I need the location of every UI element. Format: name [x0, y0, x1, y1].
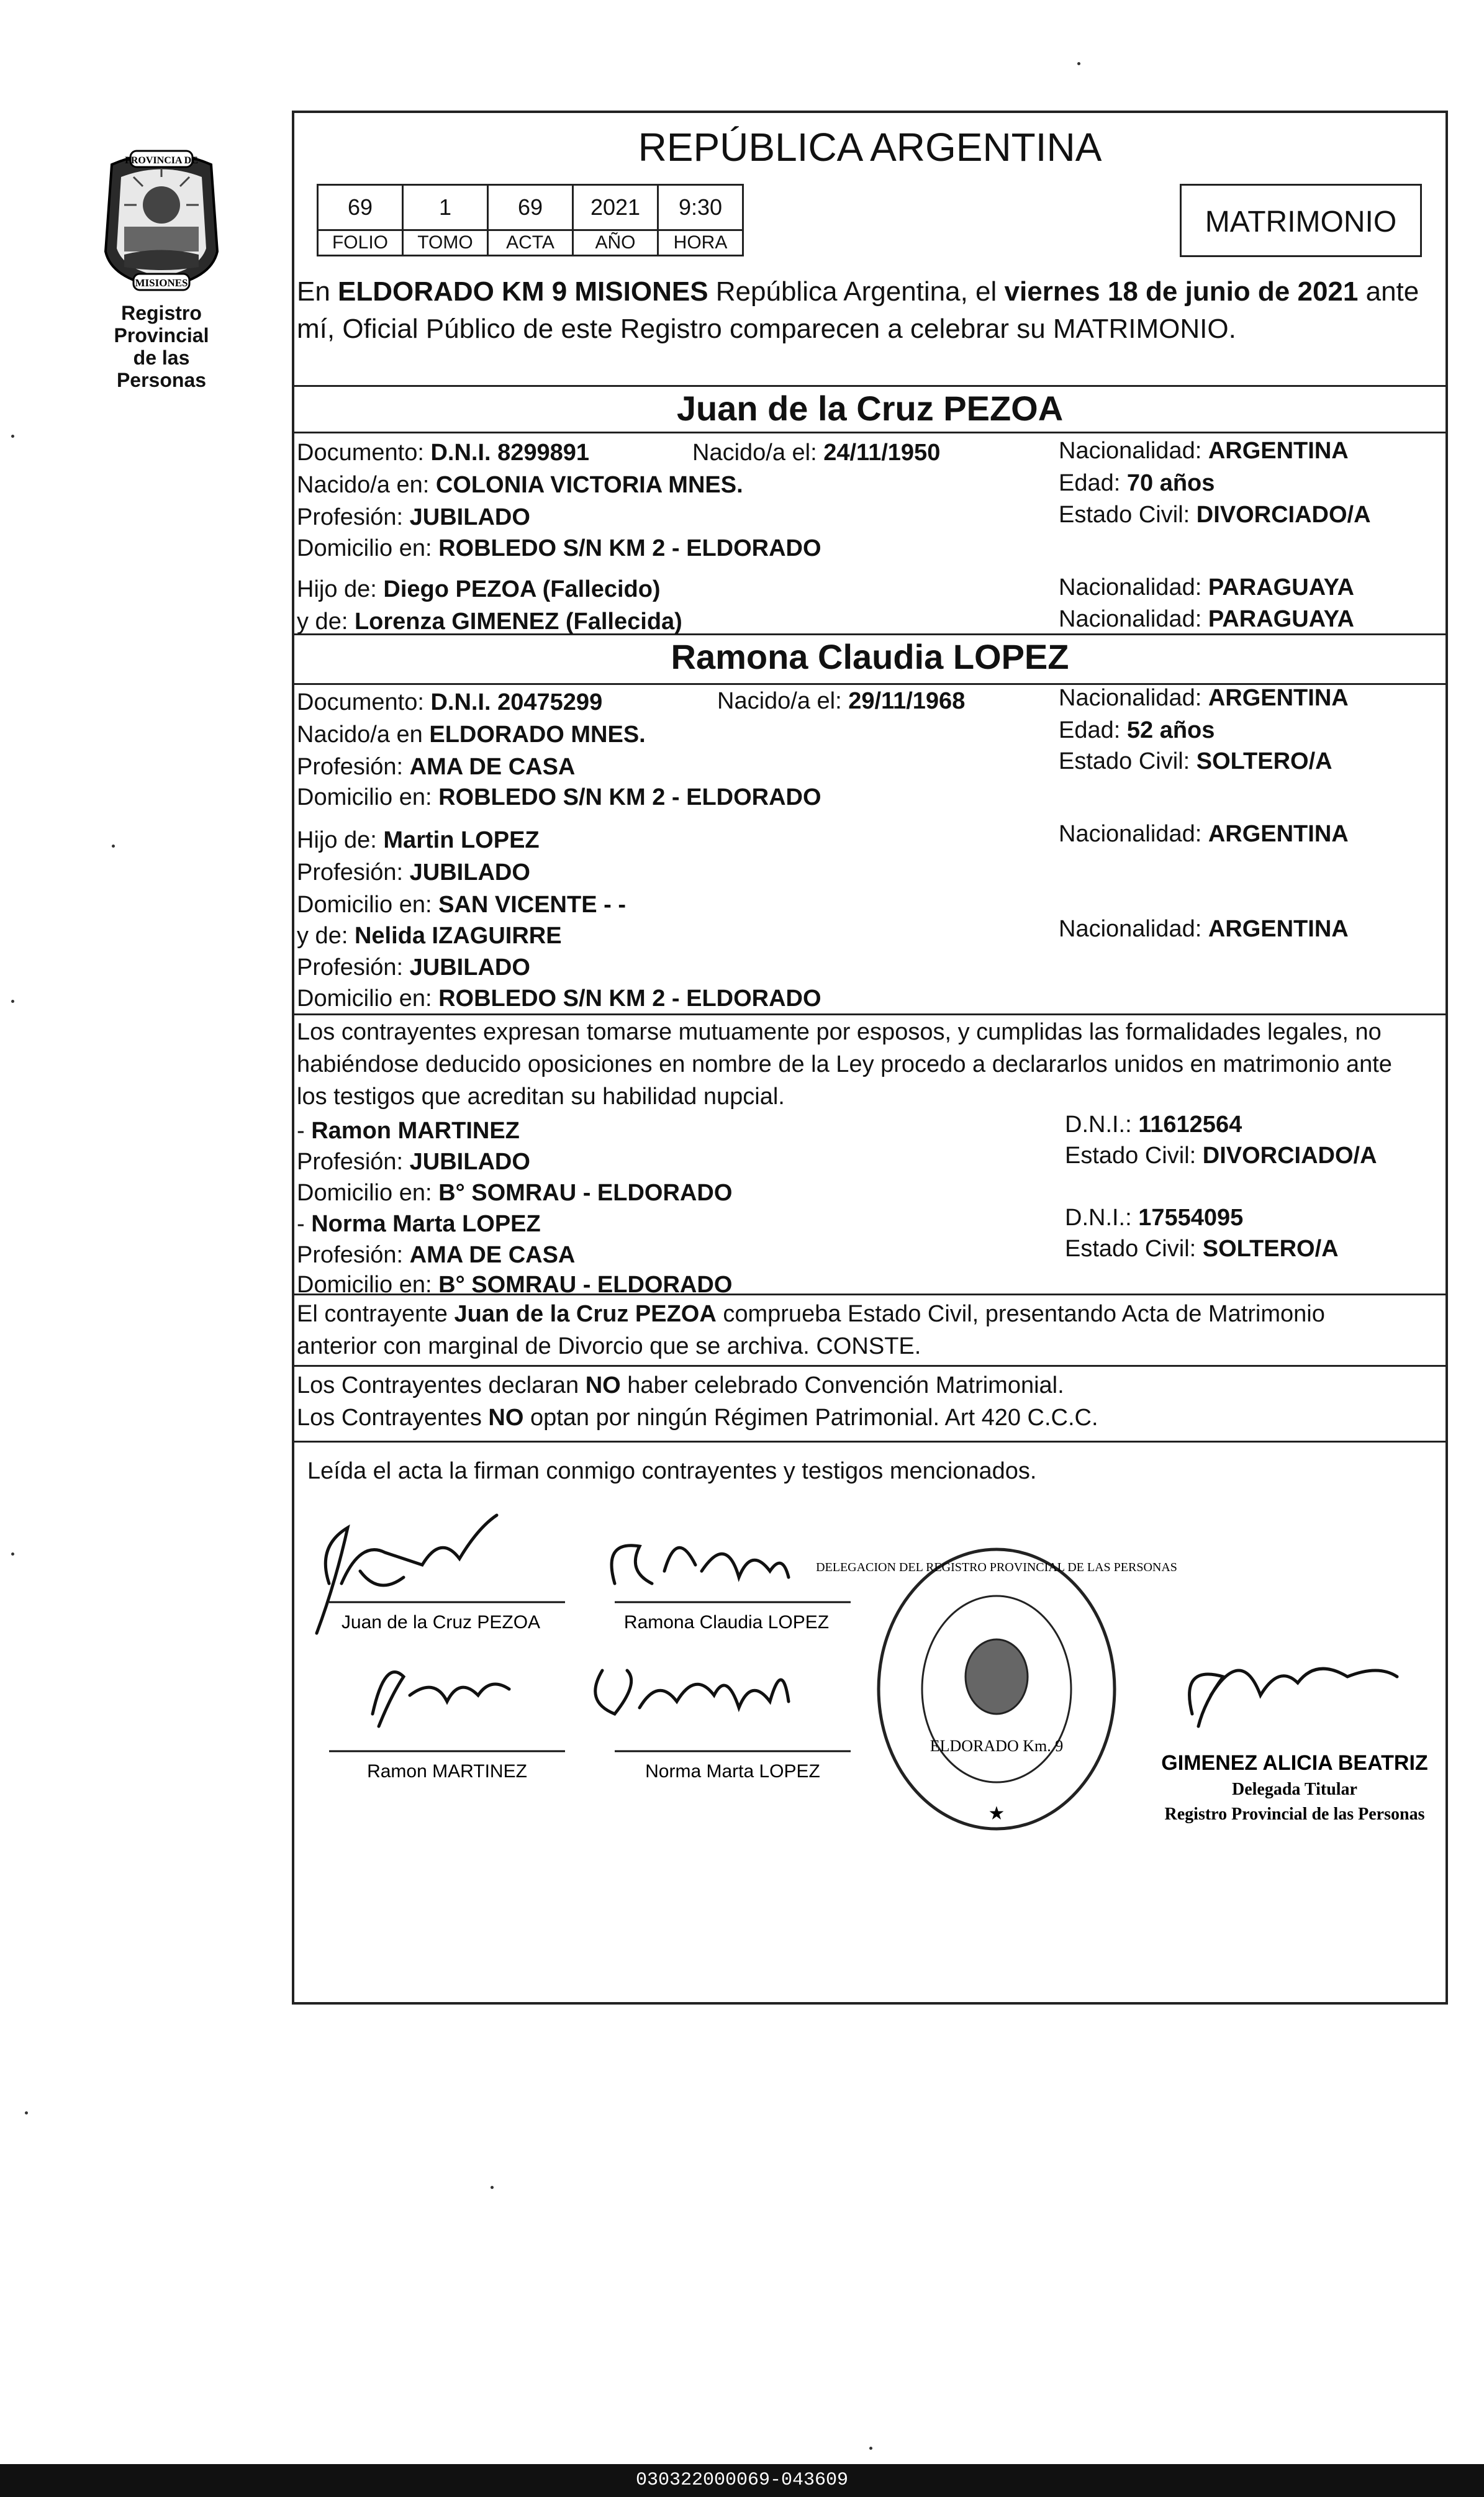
witness-2-profession	[297, 1242, 575, 1269]
regime-a-text-2: haber celebrado Convención Matrimonial.	[620, 1372, 1064, 1398]
value: Martin LOPEZ	[383, 827, 540, 853]
label: Profesión:	[297, 1149, 410, 1175]
regime-a-text-1: Los Contrayentes declaran	[297, 1372, 586, 1398]
tomo-label: TOMO	[403, 230, 488, 256]
value: ARGENTINA	[1208, 821, 1349, 847]
hour-value: 9:30	[658, 185, 743, 230]
groom-civil-status	[1059, 502, 1371, 528]
value: 11612564	[1138, 1112, 1242, 1138]
label: Estado Civil:	[1065, 1236, 1203, 1262]
signature-witness2-icon	[595, 1670, 789, 1714]
label: y de:	[297, 609, 355, 635]
groom-father	[297, 576, 661, 603]
intro-date: viernes 18 de junio de 2021	[1004, 276, 1359, 307]
regime-b-text-2: optan por ningún Régimen Patrimonial. Art 420 C.C.C.	[523, 1405, 1098, 1431]
label: Estado Civil:	[1065, 1143, 1203, 1169]
value: SAN VICENTE - -	[438, 892, 626, 918]
signature-official-icon	[1190, 1669, 1397, 1726]
value: ROBLEDO S/N KM 2 - ELDORADO	[438, 535, 821, 561]
closing-statement: Leída el acta la firman conmigo contrayentes y testigos mencionados.	[307, 1458, 1037, 1484]
groom-name: Juan de la Cruz PEZOA	[676, 389, 1064, 428]
scan-speck	[869, 2447, 872, 2450]
intro-paragraph	[297, 273, 1446, 348]
folio-value: 69	[318, 185, 403, 230]
value: 29/11/1968	[848, 688, 966, 714]
registry-table	[317, 184, 744, 256]
signature-label-witness-2: Norma Marta LOPEZ	[645, 1761, 820, 1782]
value: Diego PEZOA (Fallecido)	[383, 576, 661, 602]
registry-stamp-icon	[816, 1549, 1177, 1829]
acta-value: 69	[488, 185, 573, 230]
bride-father-address	[297, 892, 626, 918]
label: Nacionalidad:	[1059, 821, 1208, 847]
signature-witness1-icon	[373, 1672, 509, 1727]
value: Ramon MARTINEZ	[311, 1118, 520, 1144]
groom-mother-nationality	[1059, 606, 1354, 633]
value: 17554095	[1138, 1205, 1244, 1231]
regime-declaration	[297, 1369, 1446, 1434]
note-name: Juan de la Cruz PEZOA	[454, 1301, 717, 1327]
label: Domicilio en:	[297, 784, 439, 810]
value: AMA DE CASA	[409, 754, 576, 780]
witness-2-dni	[1065, 1205, 1243, 1231]
stamp-center-text: ELDORADO Km. 9	[930, 1737, 1064, 1755]
intro-line2: mí, Oficial Público de este Registro comparecen a celebrar su MATRIMONIO.	[297, 314, 1236, 344]
official-office: Registro Provincial de las Personas	[1164, 1805, 1425, 1824]
bride-mother	[297, 923, 562, 949]
value: B° SOMRAU - ELDORADO	[438, 1272, 733, 1298]
value: ROBLEDO S/N KM 2 - ELDORADO	[438, 784, 821, 810]
logo-bottom-text: MISIONES	[135, 277, 188, 289]
label: Domicilio en:	[297, 892, 439, 918]
issuer-name	[87, 302, 236, 391]
label: Hijo de:	[297, 827, 384, 853]
value: SOLTERO/A	[1202, 1236, 1339, 1262]
note-line2: anterior con marginal de Divorcio que se archiva. CONSTE.	[297, 1333, 921, 1359]
value: AMA DE CASA	[409, 1242, 576, 1268]
value: 70 años	[1126, 470, 1215, 496]
bride-birthplace	[297, 722, 646, 748]
label: Estado Civil:	[1059, 748, 1197, 774]
groom-birthplace	[297, 472, 743, 499]
witness-2-address	[297, 1272, 732, 1298]
value: ROBLEDO S/N KM 2 - ELDORADO	[438, 986, 821, 1012]
regime-a-no: NO	[585, 1372, 621, 1398]
official-role: Delegada Titular	[1232, 1780, 1357, 1799]
label: Nacido/a el:	[717, 688, 849, 714]
issuer-line2: de las Personas	[116, 347, 207, 391]
label: Profesión:	[297, 954, 410, 981]
groom-birthdate	[692, 440, 940, 466]
year-label: AÑO	[573, 230, 658, 256]
groom-document	[297, 440, 589, 466]
groom-mother	[297, 609, 682, 635]
divider	[292, 1441, 1448, 1443]
province-seal-icon	[87, 146, 236, 295]
label: Edad:	[1059, 470, 1127, 496]
label: Profesión:	[297, 859, 410, 886]
logo-top-text: PROVINCIA DE	[125, 155, 198, 166]
divider	[292, 385, 1448, 387]
label: Nacionalidad:	[1059, 685, 1208, 711]
declaration-line: los testigos que acreditan su habilidad nupcial.	[297, 1084, 785, 1110]
divider	[292, 1365, 1448, 1367]
scan-speck	[25, 2111, 28, 2114]
year-value: 2021	[573, 185, 658, 230]
label: Profesión:	[297, 504, 410, 530]
official-name: GIMENEZ ALICIA BEATRIZ	[1161, 1751, 1428, 1775]
bride-address	[297, 784, 821, 811]
value: 52 años	[1126, 717, 1215, 743]
value: Nelida IZAGUIRRE	[354, 923, 562, 949]
note-text-1: El contrayente	[297, 1301, 455, 1327]
tomo-value: 1	[403, 185, 488, 230]
bride-birthdate	[717, 688, 965, 715]
regime-b-no: NO	[488, 1405, 524, 1431]
intro-place: ELDORADO KM 9 MISIONES	[338, 276, 708, 307]
witness-1-civil-status	[1065, 1143, 1377, 1169]
scan-speck	[1077, 62, 1080, 65]
signatures-area	[292, 1490, 1448, 1863]
issuer-logo-block	[87, 146, 236, 391]
value: ARGENTINA	[1208, 916, 1349, 942]
value: D.N.I. 20475299	[430, 689, 603, 715]
value: PARAGUAYA	[1208, 574, 1354, 600]
label: Documento:	[297, 689, 431, 715]
groom-nationality	[1059, 438, 1349, 465]
label: Documento:	[297, 440, 431, 466]
divider	[292, 1013, 1448, 1015]
declaration-paragraph	[297, 1016, 1446, 1113]
label: Nacionalidad:	[1059, 606, 1208, 632]
bride-father-profession	[297, 859, 530, 886]
stamp-ring-text: DELEGACION DEL REGISTRO PROVINCIAL DE LAS PERSONAS	[816, 1561, 1177, 1574]
label: Nacido/a en:	[297, 472, 436, 498]
divorce-note	[297, 1298, 1446, 1362]
scan-speck	[11, 1552, 14, 1556]
label: Nacionalidad:	[1059, 438, 1208, 464]
declaration-line: Los contrayentes expresan tomarse mutuamente por esposos, y cumplidas las formalidades legales, no	[297, 1019, 1382, 1045]
bride-mother-profession	[297, 954, 530, 981]
value: ARGENTINA	[1208, 685, 1349, 711]
value: JUBILADO	[409, 859, 530, 886]
groom-father-nationality	[1059, 574, 1354, 601]
label: Profesión:	[297, 754, 410, 780]
scan-speck	[11, 1000, 14, 1003]
groom-age	[1059, 470, 1215, 497]
value: JUBILADO	[409, 1149, 530, 1175]
bride-civil-status	[1059, 748, 1332, 775]
label: Nacido/a el:	[692, 440, 824, 466]
bride-document	[297, 689, 602, 716]
signature-label-groom: Juan de la Cruz PEZOA	[341, 1612, 541, 1633]
label: D.N.I.:	[1065, 1112, 1139, 1138]
witness-2-name	[297, 1211, 541, 1238]
acta-label: ACTA	[488, 230, 573, 256]
groom-profession	[297, 504, 530, 531]
signature-label-bride: Ramona Claudia LOPEZ	[623, 1612, 830, 1633]
bride-name: Ramona Claudia LOPEZ	[671, 637, 1069, 676]
issuer-line1: Registro Provincial	[114, 302, 209, 347]
label: D.N.I.:	[1065, 1205, 1139, 1231]
declaration-line: habiéndose deducido oposiciones en nombre de la Ley procedo a declararlos unidos en matrimonio ante	[297, 1051, 1392, 1077]
intro-text-2: República Argentina, el	[708, 276, 1005, 307]
bride-age	[1059, 717, 1215, 744]
bride-nationality	[1059, 685, 1349, 712]
bride-mother-address	[297, 986, 821, 1012]
witness-1-dni	[1065, 1112, 1242, 1138]
label: Nacionalidad:	[1059, 574, 1208, 600]
value: 24/11/1950	[823, 440, 941, 466]
label: Nacido/a en	[297, 722, 430, 748]
value: Norma Marta LOPEZ	[311, 1211, 541, 1237]
label: Domicilio en:	[297, 986, 439, 1012]
label: y de:	[297, 923, 355, 949]
label: Profesión:	[297, 1242, 410, 1268]
intro-text-1: En	[297, 276, 338, 307]
signature-bride-icon	[612, 1546, 789, 1584]
value: SOLTERO/A	[1196, 748, 1332, 774]
bride-father	[297, 827, 540, 854]
witness-1-address	[297, 1180, 732, 1207]
page-title: REPÚBLICA ARGENTINA	[638, 125, 1102, 170]
label: Hijo de:	[297, 576, 384, 602]
witness-2-civil-status	[1065, 1236, 1339, 1262]
value: DIVORCIADO/A	[1202, 1143, 1377, 1169]
scan-speck	[11, 435, 14, 438]
witness-1-profession	[297, 1149, 530, 1176]
value: D.N.I. 8299891	[430, 440, 590, 466]
divider	[292, 432, 1448, 433]
value: PARAGUAYA	[1208, 606, 1354, 632]
value: Lorenza GIMENEZ (Fallecida)	[354, 609, 682, 635]
bride-mother-nationality	[1059, 916, 1349, 943]
value: ELDORADO MNES.	[429, 722, 646, 748]
intro-text-3: ante	[1358, 276, 1419, 307]
stamp-star-icon: ★	[988, 1803, 1005, 1824]
note-text-2: comprueba Estado Civil, presentando Acta de Matrimonio	[716, 1301, 1325, 1327]
bride-father-nationality	[1059, 821, 1349, 848]
regime-b-text-1: Los Contrayentes	[297, 1405, 489, 1431]
footer-code-bar: 030322000069-043609	[0, 2464, 1484, 2497]
label: Estado Civil:	[1059, 502, 1197, 528]
folio-label: FOLIO	[318, 230, 403, 256]
bride-profession	[297, 754, 575, 781]
scan-speck	[112, 845, 115, 848]
value: JUBILADO	[409, 504, 530, 530]
label: Edad:	[1059, 717, 1127, 743]
label: Nacionalidad:	[1059, 916, 1208, 942]
groom-address	[297, 535, 821, 562]
label: Domicilio en:	[297, 1272, 439, 1298]
value: JUBILADO	[409, 954, 530, 981]
label: Domicilio en:	[297, 535, 439, 561]
value: B° SOMRAU - ELDORADO	[438, 1180, 733, 1206]
signature-label-witness-1: Ramon MARTINEZ	[367, 1761, 527, 1782]
bullet: -	[297, 1118, 312, 1144]
hour-label: HORA	[658, 230, 743, 256]
document-type-box: MATRIMONIO	[1180, 184, 1422, 257]
bullet: -	[297, 1211, 312, 1237]
scan-speck	[491, 2186, 494, 2189]
value: DIVORCIADO/A	[1196, 502, 1371, 528]
witness-1-name	[297, 1118, 520, 1144]
value: ARGENTINA	[1208, 438, 1349, 464]
value: COLONIA VICTORIA MNES.	[435, 472, 743, 498]
label: Domicilio en:	[297, 1180, 439, 1206]
